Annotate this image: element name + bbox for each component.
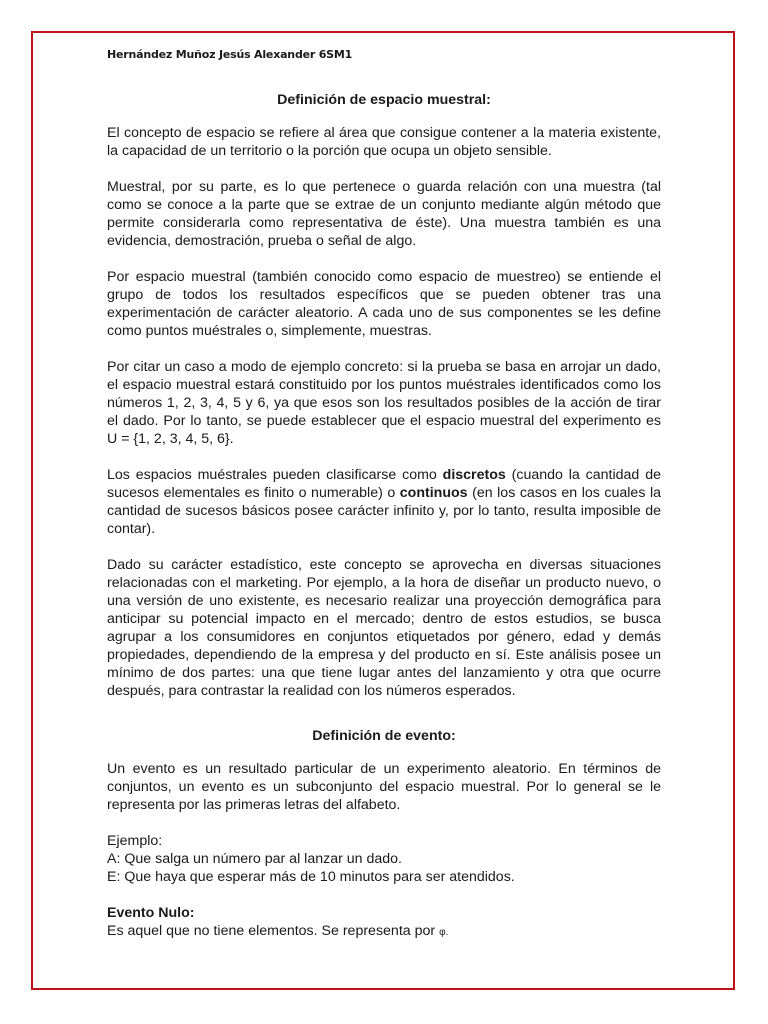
classification-text-a: Los espacios muéstrales pueden clasificarse como <box>107 467 443 483</box>
paragraph-muestral: Muestral, por su parte, es lo que pertenece o guarda relación con una muestra (tal como se conoce a la parte que se extrae de un conjunto mediante algún método que permite considerarla como representativa de éste). Una muestra también es una evidencia, demostración, prueba o señal de algo. <box>107 179 661 249</box>
example-a: A: Que salga un número par al lanzar un dado. <box>107 851 402 867</box>
null-event-text <box>107 922 661 942</box>
paragraph-space-concept: El concepto de espacio se refiere al área que consigue contener a la materia existente, la capacidad de un territorio o la porción que ocupa un objeto sensible. <box>107 125 661 159</box>
example-label: Ejemplo: <box>107 833 163 849</box>
null-event-description: Es aquel que no tiene elementos. Se representa por <box>107 923 440 939</box>
term-continuos: continuos <box>399 485 468 501</box>
example-e: E: Que haya que esperar más de 10 minutos para ser atendidos. <box>107 869 515 885</box>
author-line: Hernández Muñoz Jesús Alexander 6SM1 <box>107 48 353 61</box>
classification-text-c: (cuando la cantidad de sucesos elementales es finito o numerable) o <box>107 467 661 501</box>
term-discretos: discretos <box>442 467 506 483</box>
section-title-sample-space: Definición de espacio muestral: <box>277 92 491 108</box>
document-body <box>107 48 661 942</box>
paragraph-event-definition: Un evento es un resultado particular de un experimento aleatorio. En términos de conjuntos, un evento es un subconjunto del espacio muestral. Por lo general se le representa por las primeras letras del alfabeto. <box>107 761 661 813</box>
phi-symbol: φ. <box>439 927 449 938</box>
paragraph-classification <box>107 466 661 538</box>
paragraph-dice-example: Por citar un caso a modo de ejemplo concreto: si la prueba se basa en arrojar un dado, el espacio muestral estará constituido por los puntos muéstrales identificados como los números 1, 2, 3, 4, 5 y 6, ya que esos son los resultados posibles de la acción de tirar el dado. Por lo tanto, se puede establecer que el espacio muestral del experimento es U = {1, 2, 3, 4, 5, 6}. <box>107 359 661 447</box>
section-title-event: Definición de evento: <box>312 728 456 744</box>
null-event-title: Evento Nulo: <box>107 905 195 921</box>
paragraph-sample-space: Por espacio muestral (también conocido como espacio de muestreo) se entiende el grupo de todos los resultados específicos que se pueden obtener tras una experimentación de carácter aleatorio. A cada uno de sus componentes se les define como puntos muéstrales o, simplemente, muestras. <box>107 269 661 339</box>
classification-text-e: (en los casos en los cuales la cantidad de sucesos básicos posee carácter infinito y, por lo tanto, resulta imposible de contar). <box>107 485 661 537</box>
paragraph-marketing: Dado su carácter estadístico, este concepto se aprovecha en diversas situaciones relacionadas con el marketing. Por ejemplo, a la hora de diseñar un producto nuevo, o una versión de uno existente, es necesario realizar una proyección demográfica para anticipar su potencial impacto en el mercado; dentro de estos estudios, se busca agrupar a los consumidores en conjuntos etiquetados por género, edad y demás propiedades, dependiendo de la empresa y del producto en sí. Este análisis posee un mínimo de dos partes: una que tiene lugar antes del lanzamiento y otra que ocurre después, para contrastar la realidad con los números esperados. <box>107 557 661 699</box>
